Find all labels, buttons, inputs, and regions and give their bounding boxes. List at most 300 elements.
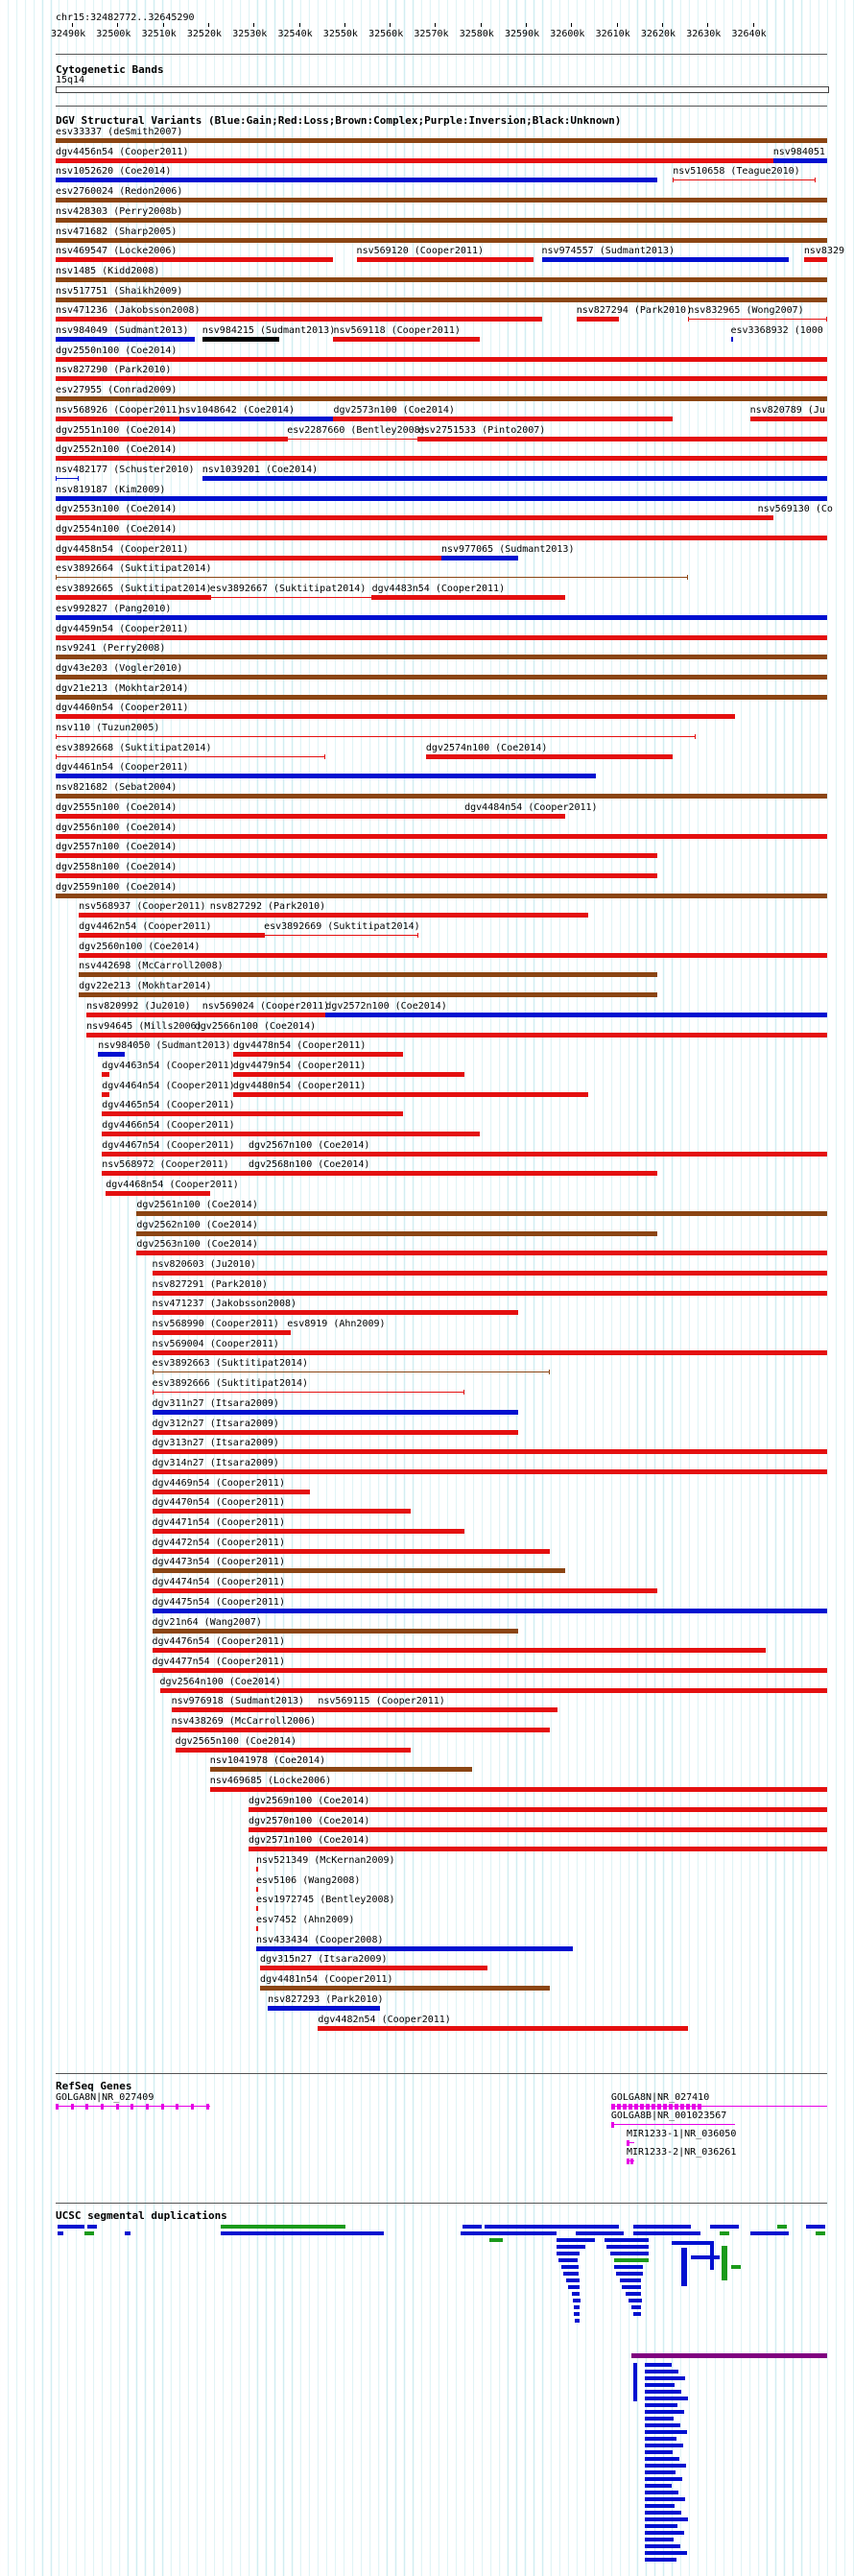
variant-label: dgv2560n100 (Coe2014) xyxy=(79,941,201,952)
variant-bar[interactable] xyxy=(249,1847,827,1851)
segdup-block[interactable] xyxy=(485,2225,619,2229)
variant-bar[interactable] xyxy=(260,1986,550,1991)
variant-bar[interactable] xyxy=(56,417,179,421)
variant-label: dgv2558n100 (Coe2014) xyxy=(56,861,178,872)
variant-label: dgv4468n54 (Cooper2011) xyxy=(106,1180,239,1191)
segdup-block[interactable] xyxy=(645,2558,676,2562)
gene-exon xyxy=(680,2104,684,2110)
variant-label: esv5106 (Wang2008) xyxy=(256,1874,361,1886)
segdup-block[interactable] xyxy=(645,2417,674,2421)
segdup-block[interactable] xyxy=(622,2285,641,2289)
variant-bar[interactable] xyxy=(56,198,827,203)
gene-exon xyxy=(71,2104,74,2110)
segdup-block[interactable] xyxy=(645,2457,679,2461)
variant-label: nsv820789 (Ju xyxy=(749,404,825,416)
variant-label: nsv1052620 (Coe2014) xyxy=(56,166,172,178)
segdup-block[interactable] xyxy=(645,2517,688,2521)
segdup-block[interactable] xyxy=(605,2238,649,2242)
segdup-block[interactable] xyxy=(574,2305,580,2309)
variant-bar[interactable] xyxy=(56,853,657,858)
gene-exon xyxy=(629,2104,632,2110)
segdup-block[interactable] xyxy=(557,2245,585,2249)
variant-bar[interactable] xyxy=(102,1171,249,1176)
variant-bar[interactable] xyxy=(56,478,79,479)
segdup-block[interactable] xyxy=(629,2299,642,2302)
ruler-tick xyxy=(753,23,754,27)
variant-bar[interactable] xyxy=(56,238,827,243)
variant-bar[interactable] xyxy=(202,337,279,342)
ruler-tick xyxy=(390,23,391,27)
variant-bar[interactable] xyxy=(56,556,441,561)
variant-label: nsv832965 (Wong2007) xyxy=(688,305,804,317)
ruler-label: 32490k xyxy=(51,29,86,39)
segdup-block[interactable] xyxy=(806,2225,825,2229)
gene-exon xyxy=(85,2104,88,2110)
variant-label: dgv2573n100 (Coe2014) xyxy=(333,404,455,416)
segdup-block[interactable] xyxy=(645,2470,676,2474)
variant-label: nsv827291 (Park2010) xyxy=(152,1278,268,1290)
variant-bar[interactable] xyxy=(56,873,657,878)
segdup-block[interactable] xyxy=(58,2231,63,2235)
segdup-block[interactable] xyxy=(645,2383,675,2387)
variant-bar[interactable] xyxy=(688,319,827,320)
variant-bar[interactable] xyxy=(160,1688,827,1693)
cytoband-bar[interactable] xyxy=(56,86,829,93)
variant-bar[interactable] xyxy=(56,218,827,223)
variant-bar[interactable] xyxy=(233,1092,588,1097)
variant-label: dgv2550n100 (Coe2014) xyxy=(56,345,178,356)
variant-label: dgv2567n100 (Coe2014) xyxy=(249,1139,370,1151)
separator xyxy=(56,2073,827,2074)
segdup-block[interactable] xyxy=(645,2551,687,2555)
variant-label: nsv974557 (Sudmant2013) xyxy=(541,246,675,257)
segdup-block[interactable] xyxy=(645,2437,676,2441)
variant-bar[interactable] xyxy=(333,417,673,421)
segdup-block[interactable] xyxy=(645,2524,677,2528)
variant-bar[interactable] xyxy=(758,515,773,520)
variant-label: dgv2571n100 (Coe2014) xyxy=(249,1835,370,1847)
variant-label: dgv2557n100 (Coe2014) xyxy=(56,842,178,853)
variant-bar[interactable] xyxy=(102,1111,403,1116)
variant-label: dgv2552n100 (Coe2014) xyxy=(56,444,178,456)
variant-label: esv27955 (Conrad2009) xyxy=(56,385,178,396)
variant-bar[interactable] xyxy=(153,1529,465,1534)
variant-label: dgv2566n100 (Coe2014) xyxy=(194,1020,317,1032)
variant-bar[interactable] xyxy=(153,1310,519,1315)
variant-bar[interactable] xyxy=(153,1449,828,1454)
variant-bar[interactable] xyxy=(333,337,480,342)
variant-bar[interactable] xyxy=(79,992,657,997)
variant-bar[interactable] xyxy=(56,774,596,778)
variant-bar[interactable] xyxy=(287,439,418,440)
variant-label: dgv4475n54 (Cooper2011) xyxy=(152,1596,285,1608)
segdup-block[interactable] xyxy=(645,2390,681,2394)
variant-bar[interactable] xyxy=(102,1092,109,1097)
variant-bar[interactable] xyxy=(256,1906,258,1911)
variant-label: dgv2569n100 (Coe2014) xyxy=(249,1795,370,1806)
variant-bar[interactable] xyxy=(256,1867,258,1872)
segdup-block[interactable] xyxy=(645,2497,685,2501)
segdup-block[interactable] xyxy=(633,2363,637,2401)
variant-bar[interactable] xyxy=(56,437,287,441)
segdup-block[interactable] xyxy=(572,2292,580,2296)
variant-bar[interactable] xyxy=(153,1668,828,1673)
variant-bar[interactable] xyxy=(260,1966,487,1970)
variant-bar[interactable] xyxy=(79,953,827,958)
variant-label: dgv2568n100 (Coe2014) xyxy=(249,1159,370,1171)
variant-bar[interactable] xyxy=(56,376,827,381)
variant-bar[interactable] xyxy=(176,1748,411,1753)
variant-bar[interactable] xyxy=(673,179,816,180)
variant-bar[interactable] xyxy=(79,972,657,977)
variant-bar[interactable] xyxy=(153,1509,411,1514)
variant-label: esv3892668 (Suktitipat2014) xyxy=(56,742,212,753)
ruler-tick xyxy=(481,23,482,27)
variant-bar[interactable] xyxy=(750,417,827,421)
segdup-block[interactable] xyxy=(645,2423,680,2427)
variant-bar[interactable] xyxy=(372,595,565,600)
ruler-label: 32580k xyxy=(459,29,494,39)
segdup-block[interactable] xyxy=(576,2231,624,2235)
variant-label: dgv2561n100 (Coe2014) xyxy=(136,1199,258,1210)
variant-bar[interactable] xyxy=(172,1707,319,1712)
variant-label: nsv984049 (Sudmant2013) xyxy=(56,325,189,336)
variant-bar[interactable] xyxy=(210,1767,472,1772)
segdup-block[interactable] xyxy=(816,2231,825,2235)
segdup-block[interactable] xyxy=(616,2272,643,2276)
variant-label: dgv4458n54 (Cooper2011) xyxy=(56,543,189,555)
segdup-block[interactable] xyxy=(645,2538,674,2541)
variant-label: esv2751533 (Pinto2007) xyxy=(417,424,546,436)
segdup-block[interactable] xyxy=(563,2272,579,2276)
variant-label: dgv4456n54 (Cooper2011) xyxy=(56,146,189,157)
variant-bar[interactable] xyxy=(56,695,827,700)
gene-exon xyxy=(623,2104,627,2110)
variant-bar[interactable] xyxy=(102,1072,109,1077)
segdup-block[interactable] xyxy=(574,2312,580,2316)
variant-label: nsv1039201 (Coe2014) xyxy=(202,464,319,475)
variant-label: dgv4484n54 (Cooper2011) xyxy=(464,801,598,813)
variant-bar[interactable] xyxy=(56,794,827,799)
variant-label: dgv2559n100 (Coe2014) xyxy=(56,881,178,893)
segdup-block[interactable] xyxy=(568,2285,580,2289)
segdup-block[interactable] xyxy=(645,2464,686,2468)
variant-bar[interactable] xyxy=(56,536,827,540)
segdup-block[interactable] xyxy=(633,2312,641,2316)
segdup-block[interactable] xyxy=(631,2305,641,2309)
variant-label: dgv4462n54 (Cooper2011) xyxy=(79,921,212,932)
segdup-block[interactable] xyxy=(777,2225,787,2229)
segdup-block[interactable] xyxy=(645,2484,672,2488)
variant-bar[interactable] xyxy=(153,1291,828,1296)
segdup-block[interactable] xyxy=(645,2477,682,2481)
variant-bar[interactable] xyxy=(56,317,542,322)
variant-bar[interactable] xyxy=(153,1609,828,1613)
variant-bar[interactable] xyxy=(153,1588,658,1593)
variant-label: esv3368932 (1000 xyxy=(730,325,823,336)
segdup-block[interactable] xyxy=(620,2278,641,2282)
variant-bar[interactable] xyxy=(56,675,827,680)
ruler-label: 32570k xyxy=(414,29,449,39)
variant-bar[interactable] xyxy=(153,1490,311,1494)
variant-bar[interactable] xyxy=(731,337,733,342)
variant-bar[interactable] xyxy=(318,1707,557,1712)
segdup-block[interactable] xyxy=(557,2238,595,2242)
variant-label: nsv568926 (Cooper2011) xyxy=(56,404,183,416)
variant-label: nsv569118 (Cooper2011) xyxy=(333,325,461,336)
segdup-block[interactable] xyxy=(614,2265,643,2269)
segdup-block[interactable] xyxy=(691,2255,720,2259)
variant-bar[interactable] xyxy=(153,1350,828,1355)
segdup-block[interactable] xyxy=(606,2245,649,2249)
ruler-label: 32630k xyxy=(686,29,722,39)
variant-bar[interactable] xyxy=(56,655,827,659)
segdup-block[interactable] xyxy=(631,2353,827,2358)
variant-bar[interactable] xyxy=(153,1568,565,1573)
variant-bar[interactable] xyxy=(106,1191,210,1196)
variant-bar[interactable] xyxy=(418,437,827,441)
cytoband-label: 15q14 xyxy=(56,75,85,85)
variant-bar[interactable] xyxy=(210,597,372,598)
segdup-block[interactable] xyxy=(463,2225,482,2229)
segdup-block[interactable] xyxy=(645,2531,684,2535)
variant-bar[interactable] xyxy=(202,476,827,481)
gene-intron-line[interactable] xyxy=(611,2124,735,2125)
segdup-block[interactable] xyxy=(645,2397,688,2400)
variant-bar[interactable] xyxy=(542,257,789,262)
variant-bar[interactable] xyxy=(804,257,827,262)
variant-bar[interactable] xyxy=(210,1787,827,1792)
variant-bar[interactable] xyxy=(153,1330,288,1335)
variant-label: dgv2563n100 (Coe2014) xyxy=(136,1239,258,1251)
segdup-block[interactable] xyxy=(84,2231,94,2235)
segdup-block[interactable] xyxy=(645,2430,687,2434)
variant-bar[interactable] xyxy=(318,2026,688,2031)
segdup-block[interactable] xyxy=(645,2511,681,2515)
variant-label: nsv471236 (Jakobsson2008) xyxy=(56,305,201,317)
segdup-block[interactable] xyxy=(645,2544,680,2548)
segdup-block[interactable] xyxy=(645,2410,684,2414)
ruler-tick xyxy=(707,23,708,27)
variant-bar[interactable] xyxy=(773,158,827,163)
segdup-block[interactable] xyxy=(610,2252,649,2255)
variant-bar[interactable] xyxy=(202,1013,326,1017)
gene-exon xyxy=(669,2104,673,2110)
variant-bar[interactable] xyxy=(56,736,696,737)
variant-bar[interactable] xyxy=(56,138,827,143)
variant-label: nsv568937 (Cooper2011) xyxy=(79,901,206,913)
variant-bar[interactable] xyxy=(256,1887,258,1892)
variant-bar[interactable] xyxy=(264,935,418,936)
gene-label: GOLGA8N|NR_027410 xyxy=(610,2092,710,2103)
variant-bar[interactable] xyxy=(56,357,827,362)
variant-bar[interactable] xyxy=(56,615,827,620)
variant-bar[interactable] xyxy=(56,595,210,600)
variant-bar[interactable] xyxy=(56,756,325,757)
variant-bar[interactable] xyxy=(249,1807,827,1812)
segdup-block[interactable] xyxy=(722,2246,727,2280)
segdup-block[interactable] xyxy=(573,2299,581,2302)
segdup-block[interactable] xyxy=(221,2231,384,2235)
variant-bar[interactable] xyxy=(153,1549,550,1554)
variant-label: nsv510658 (Teague2010) xyxy=(673,166,800,178)
variant-bar[interactable] xyxy=(153,1648,766,1653)
variant-label: dgv21n64 (Wang2007) xyxy=(152,1616,262,1628)
variant-label: dgv2572n100 (Coe2014) xyxy=(325,1000,447,1012)
variant-bar[interactable] xyxy=(357,257,534,262)
gene-exon xyxy=(627,2159,629,2164)
variant-label: dgv4465n54 (Cooper2011) xyxy=(102,1100,235,1111)
variant-bar[interactable] xyxy=(56,714,735,719)
variant-bar[interactable] xyxy=(153,1430,519,1435)
variant-bar[interactable] xyxy=(249,1152,827,1157)
variant-label: nsv8329 xyxy=(803,246,845,257)
segdup-block[interactable] xyxy=(221,2225,345,2229)
variant-bar[interactable] xyxy=(179,417,334,421)
variant-bar[interactable] xyxy=(233,1072,464,1077)
segdup-block[interactable] xyxy=(710,2225,739,2229)
gene-exon xyxy=(611,2104,615,2110)
segdup-block[interactable] xyxy=(566,2278,580,2282)
variant-bar[interactable] xyxy=(153,1410,519,1415)
variant-bar[interactable] xyxy=(287,1330,291,1335)
segdup-block[interactable] xyxy=(633,2225,691,2229)
segdup-block[interactable] xyxy=(681,2248,687,2286)
variant-bar[interactable] xyxy=(153,1469,828,1474)
segdup-block[interactable] xyxy=(645,2403,677,2407)
segdup-block[interactable] xyxy=(645,2450,673,2454)
segdup-block[interactable] xyxy=(558,2258,578,2262)
cytoband-title: Cytogenetic Bands xyxy=(56,63,164,76)
segdup-block[interactable] xyxy=(720,2231,729,2235)
variant-bar[interactable] xyxy=(86,1033,195,1038)
gene-exon xyxy=(692,2104,696,2110)
segdup-block[interactable] xyxy=(561,2265,579,2269)
variant-bar[interactable] xyxy=(325,1013,827,1017)
segdup-block[interactable] xyxy=(58,2225,84,2229)
variant-bar[interactable] xyxy=(56,515,773,520)
segdup-block[interactable] xyxy=(614,2258,649,2262)
variant-bar[interactable] xyxy=(56,577,688,578)
dgv-track-title: DGV Structural Variants (Blue:Gain;Red:Loss;Brown:Complex;Purple:Inversion;Black:Unknown) xyxy=(56,114,622,127)
segdup-block[interactable] xyxy=(750,2231,789,2235)
variant-label: nsv469685 (Locke2006) xyxy=(209,1776,332,1787)
gene-exon xyxy=(698,2104,701,2110)
segdup-block[interactable] xyxy=(557,2252,580,2255)
segdup-block[interactable] xyxy=(731,2265,741,2269)
ruler-tick xyxy=(299,23,300,27)
variant-bar[interactable] xyxy=(136,1211,827,1216)
variant-label: nsv433434 (Cooper2008) xyxy=(256,1934,384,1945)
segdup-block[interactable] xyxy=(633,2231,700,2235)
variant-label: dgv4463n54 (Cooper2011) xyxy=(102,1060,235,1071)
gene-exon xyxy=(176,2104,178,2110)
variant-bar[interactable] xyxy=(210,913,588,918)
segdup-block[interactable] xyxy=(125,2231,130,2235)
variant-bar[interactable] xyxy=(249,1171,657,1176)
variant-bar[interactable] xyxy=(56,396,827,401)
variant-bar[interactable] xyxy=(98,1052,125,1057)
segdup-block[interactable] xyxy=(645,2491,678,2494)
variant-bar[interactable] xyxy=(56,257,333,262)
variant-label: dgv4474n54 (Cooper2011) xyxy=(152,1577,285,1588)
variant-label: dgv2554n100 (Coe2014) xyxy=(56,524,178,535)
gene-label: MIR1233-2|NR_036261 xyxy=(626,2147,737,2158)
segdup-block[interactable] xyxy=(645,2444,683,2447)
variant-bar[interactable] xyxy=(56,298,827,302)
variant-bar[interactable] xyxy=(56,635,827,640)
variant-label: nsv569130 (Co xyxy=(757,504,833,515)
variant-label: dgv4471n54 (Cooper2011) xyxy=(152,1517,285,1528)
segdup-block[interactable] xyxy=(645,2376,685,2380)
variant-bar[interactable] xyxy=(102,1152,249,1157)
variant-bar[interactable] xyxy=(256,1946,573,1951)
variant-bar[interactable] xyxy=(56,277,827,282)
variant-bar[interactable] xyxy=(56,337,195,342)
variant-bar[interactable] xyxy=(153,1371,550,1372)
variant-label: nsv1485 (Kidd2008) xyxy=(56,265,160,276)
variant-bar[interactable] xyxy=(136,1231,657,1236)
segdup-block[interactable] xyxy=(645,2370,678,2373)
variant-bar[interactable] xyxy=(233,1052,403,1057)
variant-bar[interactable] xyxy=(79,933,264,938)
variant-bar[interactable] xyxy=(153,1629,519,1634)
variant-bar[interactable] xyxy=(86,1013,202,1017)
segdup-block[interactable] xyxy=(626,2292,641,2296)
ruler-tick xyxy=(344,23,345,27)
variant-bar[interactable] xyxy=(56,178,657,182)
ruler-label: 32510k xyxy=(141,29,177,39)
variant-bar[interactable] xyxy=(56,814,464,819)
segdup-block[interactable] xyxy=(461,2231,557,2235)
variant-bar[interactable] xyxy=(153,1392,465,1393)
segdup-block[interactable] xyxy=(87,2225,97,2229)
variant-bar[interactable] xyxy=(249,1827,827,1832)
variant-label: nsv569120 (Cooper2011) xyxy=(356,246,484,257)
variant-bar[interactable] xyxy=(136,1251,827,1255)
variant-label: dgv4466n54 (Cooper2011) xyxy=(102,1120,235,1131)
ruler-tick xyxy=(617,23,618,27)
variant-bar[interactable] xyxy=(56,496,827,501)
segdup-block[interactable] xyxy=(575,2319,580,2323)
variant-bar[interactable] xyxy=(577,317,619,322)
variant-bar[interactable] xyxy=(56,834,827,839)
variant-bar[interactable] xyxy=(56,158,773,163)
variant-bar[interactable] xyxy=(153,1271,828,1276)
variant-bar[interactable] xyxy=(441,556,518,561)
variant-label: dgv4472n54 (Cooper2011) xyxy=(152,1537,285,1548)
segdup-block[interactable] xyxy=(645,2363,672,2367)
ruler-tick xyxy=(253,23,254,27)
gene-exon xyxy=(206,2104,209,2110)
variant-bar[interactable] xyxy=(172,1728,550,1732)
variant-bar[interactable] xyxy=(102,1132,480,1136)
variant-bar[interactable] xyxy=(268,2006,380,2011)
variant-label: nsv1041978 (Coe2014) xyxy=(209,1755,326,1767)
segdup-block[interactable] xyxy=(645,2504,675,2508)
variant-bar[interactable] xyxy=(195,1033,827,1038)
segdup-block[interactable] xyxy=(672,2241,710,2245)
variant-bar[interactable] xyxy=(426,754,673,759)
segdup-block[interactable] xyxy=(489,2238,503,2242)
variant-bar[interactable] xyxy=(464,814,565,819)
variant-label: nsv94645 (Mills2006) xyxy=(86,1020,202,1032)
ruler-label: 32520k xyxy=(186,29,223,39)
variant-bar[interactable] xyxy=(256,1926,258,1931)
variant-bar[interactable] xyxy=(56,456,827,461)
variant-bar[interactable] xyxy=(79,913,210,918)
variant-bar[interactable] xyxy=(56,894,827,898)
